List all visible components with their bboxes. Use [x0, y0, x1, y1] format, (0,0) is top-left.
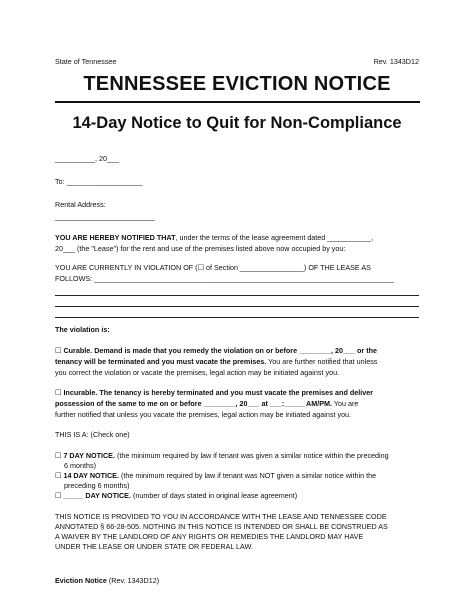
violation-of-line-1: YOU ARE CURRENTLY IN VIOLATION OF (☐ of Section ________________) OF THE LEASE AS — [55, 263, 371, 272]
disclaimer-line-1: THIS NOTICE IS PROVIDED TO YOU IN ACCORDANCE WITH THE LEASE AND TENNESSEE CODE — [55, 512, 387, 521]
seven-day-label: ☐ 7 DAY NOTICE. — [55, 451, 115, 460]
notified-line-2: 20___ (the "Lease") for the rent and use of the premises listed above now occupied by you: — [55, 244, 346, 253]
blank-line-3 — [55, 317, 419, 318]
footer — [55, 576, 159, 585]
fourteen-day-label: ☐ 14 DAY NOTICE. — [55, 471, 119, 480]
seven-day-option — [55, 451, 389, 462]
blank-line-2 — [55, 306, 419, 307]
curable-line-2-bold: tenancy will be terminated and you must vacate the premises. — [55, 357, 267, 366]
custom-day-desc: (number of days stated in original lease agreement) — [130, 491, 298, 500]
curable-line-2 — [55, 357, 377, 368]
rental-address-label: Rental Address: — [55, 200, 106, 209]
notified-lead: YOU ARE HEREBY NOTIFIED THAT — [55, 233, 176, 242]
blank-line-1 — [55, 295, 419, 296]
rental-address-blank: _________________________ — [55, 212, 155, 221]
footer-title: Eviction Notice — [55, 576, 107, 585]
notified-line-1 — [55, 233, 373, 244]
disclaimer-line-3: A WAIVER BY THE LANDLORD OF ANY RIGHTS OR REMEDIES THE LANDLORD MAY HAVE — [55, 532, 364, 541]
incurable-line-2-rest: You are — [331, 399, 359, 408]
incurable-line-2-bold: possession of the same to me on or before ________, 20___ at ___:_____ AM/PM. — [55, 399, 332, 408]
curable-line-2-rest: You are further notified that unless — [266, 357, 378, 366]
revision-label: Rev. 1343D12 — [373, 57, 419, 66]
footer-revision: (Rev. 1343D12) — [106, 576, 160, 585]
violation-of-line-2: FOLLOWS: ___________________________________________________________________________ — [55, 274, 394, 283]
title-underline — [55, 101, 420, 103]
document-subtitle: 14-Day Notice to Quit for Non-Compliance — [72, 114, 402, 132]
curable-line-1: ☐ Curable. Demand is made that you remedy the violation on or before ________, 20___ or the — [55, 346, 377, 355]
document-title: TENNESSEE EVICTION NOTICE — [83, 73, 391, 95]
incurable-line-2 — [55, 399, 358, 410]
disclaimer-line-4: UNDER THE LEASE OR UNDER STATE OR FEDERAL LAW. — [55, 542, 253, 551]
state-label: State of Tennessee — [55, 57, 117, 66]
seven-day-desc-line-2: 6 months) — [64, 461, 96, 470]
notified-line-1-rest: , under the terms of the lease agreement dated ___________, — [175, 233, 374, 242]
custom-day-option — [55, 491, 297, 502]
disclaimer-line-2: ANNOTATED § 66-28-505. NOTHING IN THIS NOTICE IS INTENDED OR SHALL BE CONSTRUED AS — [55, 522, 388, 531]
fourteen-day-desc: (the minimum required by law if tenant was NOT given a similar notice within the — [118, 471, 377, 480]
curable-line-3: you correct the violation or vacate the premises, legal action may be initiated against you. — [55, 368, 340, 377]
notice-type-label: THIS IS A: (Check one) — [55, 430, 130, 439]
incurable-line-1: ☐ Incurable. The tenancy is hereby terminated and you must vacate the premises and deliver — [55, 388, 374, 397]
fourteen-day-option — [55, 471, 376, 482]
custom-day-label: ☐ _____ DAY NOTICE. — [55, 491, 131, 500]
to-line: To: ___________________ — [55, 177, 143, 186]
seven-day-desc: (the minimum required by law if tenant was given a similar notice within the preceding — [114, 451, 389, 460]
fourteen-day-desc-line-2: preceding 6 months) — [64, 481, 130, 490]
date-line: __________, 20___ — [55, 154, 119, 163]
violation-is-label: The violation is: — [55, 325, 110, 334]
incurable-line-3: further notified that unless you vacate the premises, legal action may be initiated against you. — [55, 410, 352, 419]
